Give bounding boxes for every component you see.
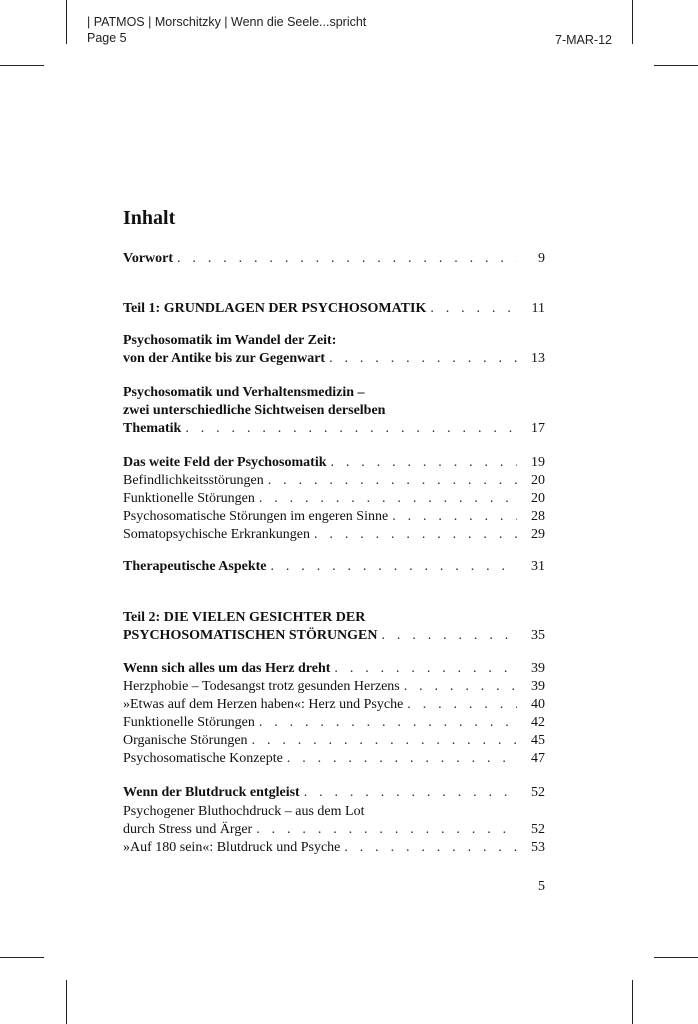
- toc-entry-text: Psychosomatik und Verhaltensmedizin –: [123, 385, 365, 400]
- toc-entry-text: Psychogener Bluthochdruck – aus dem Lot: [123, 804, 365, 819]
- toc-entry-text: Vorwort: [123, 251, 174, 266]
- toc-entry-page: 40: [531, 697, 545, 712]
- toc-entry-wandel-line-2[interactable]: [123, 350, 545, 368]
- toc-entry-text: Psychosomatische Störungen im engeren Sinne: [123, 509, 389, 524]
- toc-entry-page: 39: [531, 679, 545, 694]
- toc-entry-text: PSYCHOSOMATISCHEN STÖRUNGEN: [123, 628, 378, 643]
- toc-entry-page: 35: [531, 628, 545, 643]
- toc-entry-page: 20: [531, 491, 545, 506]
- toc-entry-page: 53: [531, 840, 545, 855]
- toc-entry-verhaltensmedizin-line-2[interactable]: [123, 402, 545, 420]
- toc-entry-weite-feld[interactable]: [123, 454, 545, 472]
- leader-dots: [388, 508, 517, 526]
- toc-entry-wandel-line-1[interactable]: [123, 332, 545, 350]
- leader-dots: [340, 839, 517, 857]
- toc-entry-verhaltensmedizin-line-3[interactable]: [123, 420, 545, 438]
- toc-entry-bluthochdruck-line-2[interactable]: [123, 821, 545, 839]
- leader-dots: [255, 714, 517, 732]
- toc-entry-funktionelle-1[interactable]: [123, 490, 545, 508]
- toc-entry-text: »Auf 180 sein«: Blutdruck und Psyche: [123, 840, 341, 855]
- toc-entry-therapeutische[interactable]: [123, 558, 545, 576]
- leader-dots: [330, 660, 517, 678]
- toc-entry-somatopsychische[interactable]: [123, 526, 545, 544]
- toc-entry-herz-dreht[interactable]: [123, 660, 545, 678]
- toc-entry-text: Organische Störungen: [123, 733, 248, 748]
- toc-entry-verhaltensmedizin-line-1[interactable]: [123, 384, 545, 402]
- toc-entry-page: 45: [531, 733, 545, 748]
- slug-date: 7-MAR-12: [555, 33, 612, 47]
- toc-entry-text: Teil 2: DIE VIELEN GESICHTER DER: [123, 610, 366, 625]
- toc-entry-herzphobie[interactable]: [123, 678, 545, 696]
- leader-dots: [426, 300, 517, 318]
- toc-entry-text: »Etwas auf dem Herzen haben«: Herz und Psyche: [123, 697, 404, 712]
- toc-entry-bluthochdruck-line-1[interactable]: [123, 803, 545, 821]
- toc-title: Inhalt: [123, 207, 176, 229]
- leader-dots: [403, 696, 517, 714]
- toc-entry-text: Herzphobie – Todesangst trotz gesunden Herzens: [123, 679, 400, 694]
- toc-entry-text: von der Antike bis zur Gegenwart: [123, 351, 326, 366]
- leader-dots: [248, 732, 517, 750]
- leader-dots: [378, 627, 517, 645]
- toc-entry-blutdruck[interactable]: [123, 784, 545, 802]
- leader-dots: [400, 678, 517, 696]
- crop-mark-bottom-right-h: [654, 957, 698, 958]
- leader-dots: [252, 821, 517, 839]
- leader-dots: [327, 454, 518, 472]
- leader-dots: [300, 784, 517, 802]
- toc-entry-text: Psychosomatische Konzepte: [123, 751, 283, 766]
- page-number: 5: [538, 879, 545, 894]
- toc-entry-befindlichkeit[interactable]: [123, 472, 545, 490]
- toc-entry-page: 31: [531, 559, 545, 574]
- toc-entry-page: 28: [531, 509, 545, 524]
- toc-entry-text: Das weite Feld der Psychosomatik: [123, 455, 327, 470]
- printer-slug: [87, 14, 366, 46]
- toc-entry-text: Thematik: [123, 421, 182, 436]
- toc-entry-text: Wenn der Blutdruck entgleist: [123, 785, 300, 800]
- toc-entry-text: Psychosomatik im Wandel der Zeit:: [123, 333, 337, 348]
- toc-entry-page: 39: [531, 661, 545, 676]
- crop-mark-bottom-right: [632, 980, 633, 1024]
- leader-dots: [310, 526, 517, 544]
- crop-mark-bottom-left-h: [0, 957, 44, 958]
- toc-entry-teil-2-line-2[interactable]: [123, 627, 545, 645]
- toc-entry-text: zwei unterschiedliche Sichtweisen derselben: [123, 403, 386, 418]
- toc-entry-page: 9: [538, 251, 545, 266]
- crop-mark-bottom-left: [66, 980, 67, 1024]
- toc-entry-auf-180[interactable]: [123, 839, 545, 857]
- leader-dots: [267, 558, 518, 576]
- toc-entry-text: Wenn sich alles um das Herz dreht: [123, 661, 331, 676]
- toc-entry-herz-und-psyche[interactable]: [123, 696, 545, 714]
- toc-entry-text: Funktionelle Störungen: [123, 491, 255, 506]
- leader-dots: [283, 750, 517, 768]
- crop-mark-top-right: [632, 0, 633, 44]
- toc-entry-text: Teil 1: GRUNDLAGEN DER PSYCHOSOMATIK: [123, 301, 427, 316]
- toc-entry-teil-2-line-1[interactable]: [123, 609, 545, 627]
- toc-entry-vorwort[interactable]: [123, 250, 545, 268]
- crop-mark-top-left-h: [0, 65, 44, 66]
- toc-entry-page: 20: [531, 473, 545, 488]
- toc-entry-teil-1[interactable]: [123, 300, 545, 318]
- toc-entry-text: Therapeutische Aspekte: [123, 559, 267, 574]
- toc-entry-text: Funktionelle Störungen: [123, 715, 255, 730]
- crop-mark-top-left: [66, 0, 67, 44]
- toc-entry-funktionelle-2[interactable]: [123, 714, 545, 732]
- toc-entry-page: 29: [531, 527, 545, 542]
- toc-entry-page: 19: [531, 455, 545, 470]
- toc-entry-text: Somatopsychische Erkrankungen: [123, 527, 311, 542]
- toc-entry-page: 13: [531, 351, 545, 366]
- leader-dots: [255, 490, 517, 508]
- toc-entry-text: durch Stress und Ärger: [123, 822, 253, 837]
- toc-entry-organische[interactable]: [123, 732, 545, 750]
- toc-entry-page: 11: [531, 301, 545, 316]
- leader-dots: [173, 250, 517, 268]
- toc-entry-page: 52: [531, 822, 545, 837]
- leader-dots: [264, 472, 517, 490]
- toc-entry-engeren-sinne[interactable]: [123, 508, 545, 526]
- leader-dots: [325, 350, 517, 368]
- toc-entry-page: 47: [531, 751, 545, 766]
- toc-entry-konzepte[interactable]: [123, 750, 545, 768]
- toc-entry-text: Befindlichkeitsstörungen: [123, 473, 264, 488]
- leader-dots: [181, 420, 517, 438]
- slug-line-1: | PATMOS | Morschitzky | Wenn die Seele...spricht: [87, 15, 367, 29]
- crop-mark-top-right-h: [654, 65, 698, 66]
- toc-entry-page: 52: [531, 785, 545, 800]
- toc-entry-page: 42: [531, 715, 545, 730]
- slug-line-2: Page 5: [87, 31, 127, 45]
- toc-entry-page: 17: [531, 421, 545, 436]
